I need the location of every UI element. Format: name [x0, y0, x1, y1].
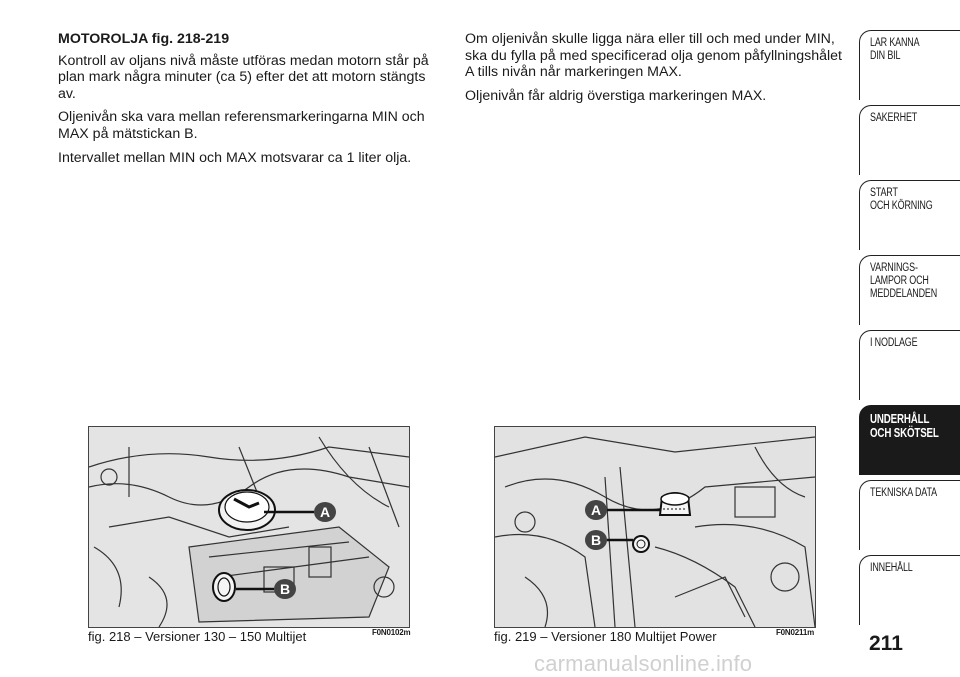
- label-b-badge: B: [585, 530, 607, 550]
- tab-underhall-och-skotsel[interactable]: [859, 405, 960, 475]
- tab-tekniska-data[interactable]: [859, 480, 960, 550]
- right-text-column: [465, 31, 843, 111]
- tab-lar-kanna-din-bil[interactable]: [859, 30, 960, 100]
- paragraph: Om oljenivån skulle ligga nära eller till och med under MIN, ska du fylla på med specificerad olja genom påfyllningshålet A tills nivån når markeringen MAX.: [465, 31, 842, 81]
- tab-label: SÄKERHET: [870, 112, 918, 124]
- tab-label: LÄR KÄNNA DIN BIL: [870, 37, 920, 62]
- engine-figure-219: [494, 426, 816, 628]
- figure-code: F0N0102m: [372, 628, 411, 637]
- paragraph: Kontroll av oljans nivå måste utföras medan motorn står på plan mark några minuter (ca 5) efter det att motorn stängts av.: [58, 52, 429, 102]
- figure-code: F0N0211m: [776, 628, 814, 637]
- engine-illustration: [89, 427, 409, 627]
- tab-label: UNDERHÅLL OCH SKÖTSEL: [870, 412, 939, 440]
- watermark: carmanualsonline.info: [534, 651, 753, 676]
- tab-label: VARNINGS- LAMPOR OCH MEDDELANDEN: [870, 262, 938, 300]
- tab-label: I NÖDLÄGE: [870, 337, 918, 349]
- tab-label: START OCH KÖRNING: [870, 187, 933, 212]
- paragraph: Oljenivån får aldrig överstiga markeringen MAX.: [465, 87, 767, 104]
- left-text-column: [58, 31, 430, 173]
- engine-figure-218: [88, 426, 410, 628]
- label-b-badge: B: [274, 579, 296, 599]
- section-tabs: [859, 30, 960, 630]
- tab-sakerhet[interactable]: [859, 105, 960, 175]
- tab-varningslampor[interactable]: [859, 255, 960, 325]
- tab-innehall[interactable]: [859, 555, 960, 625]
- figure-caption: fig. 218 – Versioner 130 – 150 Multijet: [88, 629, 307, 644]
- figure-caption: fig. 219 – Versioner 180 Multijet Power: [494, 629, 717, 644]
- page-number: 211: [869, 632, 903, 655]
- tab-i-nodlage[interactable]: [859, 330, 960, 400]
- label-a-badge: A: [314, 502, 336, 522]
- tab-start-och-korning[interactable]: [859, 180, 960, 250]
- section-heading: MOTOROLJA fig. 218-219: [58, 31, 230, 47]
- engine-illustration: [495, 427, 815, 627]
- label-a-badge: A: [585, 500, 607, 520]
- paragraph: Oljenivån ska vara mellan referensmarkeringarna MIN och MAX på mätstickan B.: [58, 109, 425, 142]
- paragraph: Intervallet mellan MIN och MAX motsvarar ca 1 liter olja.: [58, 149, 412, 166]
- tab-label: TEKNISKA DATA: [870, 487, 937, 499]
- tab-label: INNEHÅLL: [870, 562, 913, 574]
